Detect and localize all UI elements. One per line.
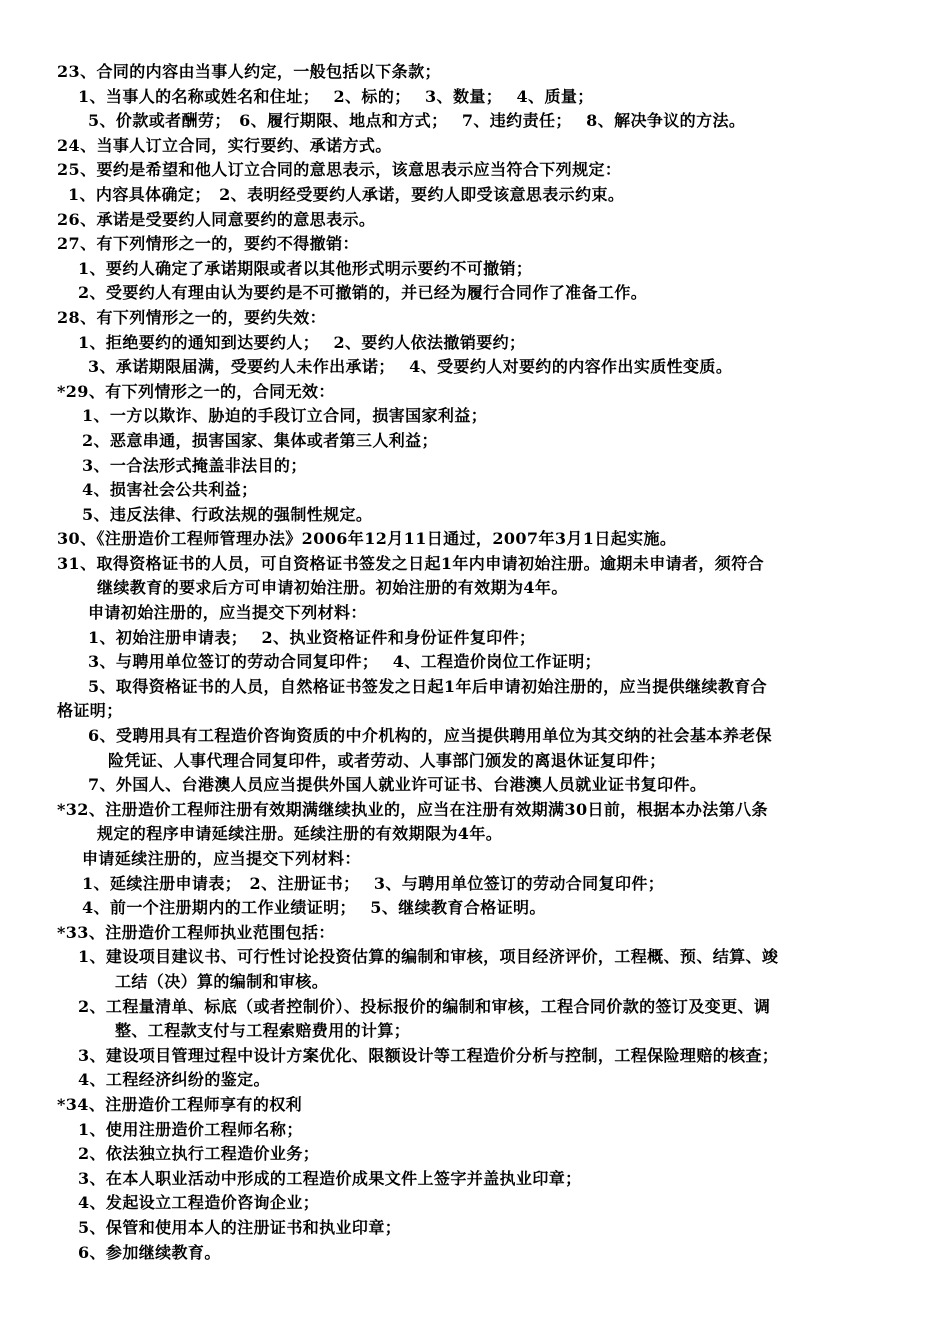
clause-33-heading: *33、注册造价工程师执业范围包括： (57, 922, 335, 942)
clause-31-item-7: 7、外国人、台港澳人员应当提供外国人就业许可证书、台港澳人员就业证书复印件。 (88, 775, 707, 795)
clause-33-item-3: 3、建设项目管理过程中设计方案优化、限额设计等工程造价分析与控制，工程保险理赔的核查； (78, 1045, 779, 1065)
clause-31-item-5-continuation: 格证明； (57, 701, 123, 721)
clause-27-item-1: 1、要约人确定了承诺期限或者以其他形式明示要约不可撤销； (78, 258, 533, 278)
clause-23-items-1-4: 1、当事人的名称或姓名和住址； 2、标的； 3、数量； 4、质量； (78, 86, 594, 106)
clause-32-materials-intro: 申请延续注册的，应当提交下列材料： (82, 849, 361, 868)
clause-29-item-1: 1、一方以欺诈、胁迫的手段订立合同，损害国家利益； (82, 406, 488, 426)
clause-31-item-6: 6、受聘用具有工程造价咨询资质的中介机构的，应当提供聘用单位为其交纳的社会基本养老保 (88, 726, 772, 746)
clause-32-continuation: 规定的程序申请延续注册。延续注册的有效期限为4年。 (97, 824, 503, 844)
clause-27-item-2: 2、受要约人有理由认为要约是不可撤销的，并已经为履行合同作了准备工作。 (78, 283, 648, 303)
clause-34-item-2: 2、依法独立执行工程造价业务； (78, 1144, 320, 1164)
clause-31-item-6-continuation: 险凭证、人事代理合同复印件，或者劳动、人事部门颁发的离退休证复印件； (108, 750, 666, 770)
clause-33-item-1: 1、建设项目建议书、可行性讨论投资估算的编制和审核，项目经济评价，工程概、预、结算、竣 (78, 947, 779, 967)
clause-23-heading: 23、合同的内容由当事人约定，一般包括以下条款； (57, 62, 441, 81)
clause-31-heading: 31、取得资格证书的人员，可自资格证书签发之日起1年内申请初始注册。逾期未申请者，须符合 (57, 553, 764, 573)
clause-26-heading: 26、承诺是受要约人同意要约的意思表示。 (57, 209, 376, 229)
clause-25-heading: 25、要约是希望和他人订立合同的意思表示，该意思表示应当符合下列规定： (57, 160, 622, 180)
clause-34-item-3: 3、在本人职业活动中形成的工程造价成果文件上签字并盖执业印章； (78, 1168, 582, 1188)
clause-32-items-4-5: 4、前一个注册期内的工作业绩证明； 5、继续教育合格证明。 (82, 898, 546, 918)
clause-28-items-3-4: 3、承诺期限届满，受要约人未作出承诺； 4、受要约人对要约的内容作出实质性变质。 (88, 357, 733, 377)
clause-24-heading: 24、当事人订立合同，实行要约、承诺方式。 (57, 135, 392, 155)
clause-29-item-4: 4、损害社会公共利益； (82, 480, 258, 500)
clause-31-item-5: 5、取得资格证书的人员，自然格证书签发之日起1年后申请初始注册的，应当提供继续教育合 (88, 676, 768, 696)
clause-31-materials-intro: 申请初始注册的，应当提交下列材料： (88, 603, 367, 623)
clause-29-heading: *29、有下列情形之一的，合同无效： (57, 381, 335, 401)
clause-31-items-3-4: 3、与聘用单位签订的劳动合同复印件； 4、工程造价岗位工作证明； (88, 652, 602, 672)
clause-28-items-1-2: 1、拒绝要约的通知到达要约人； 2、要约人依法撤销要约； (78, 332, 526, 352)
clause-28-heading: 28、有下列情形之一的，要约失效： (57, 307, 327, 327)
clause-23-items-5-8: 5、价款或者酬劳； 6、履行期限、地点和方式； 7、违约责任； 8、解决争议的方法。 (88, 111, 746, 131)
clause-33-item-2-continuation: 整、工程款支付与工程索赔费用的计算； (115, 1021, 411, 1041)
clause-33-item-2: 2、工程量清单、标底（或者控制价）、投标报价的编制和审核，工程合同价款的签订及变更、调 (78, 996, 771, 1016)
clause-29-item-3: 3、一合法形式掩盖非法目的； (82, 455, 307, 475)
clause-29-item-2: 2、恶意串通，损害国家、集体或者第三人利益； (82, 430, 438, 450)
clause-33-item-4: 4、工程经济纠纷的鉴定。 (78, 1070, 270, 1090)
clause-32-heading: *32、注册造价工程师注册有效期满继续执业的，应当在注册有效期满30日前，根据本办法第八条 (57, 799, 768, 819)
clause-33-item-1-continuation: 工结（决）算的编制和审核。 (115, 971, 329, 991)
clause-31-items-1-2: 1、初始注册申请表； 2、执业资格证件和身份证件复印件； (88, 627, 536, 647)
clause-31-continuation: 继续教育的要求后方可申请初始注册。初始注册的有效期为4年。 (97, 578, 568, 598)
clause-27-heading: 27、有下列情形之一的，要约不得撤销： (57, 234, 359, 254)
clause-32-items-1-3: 1、延续注册申请表； 2、注册证书； 3、与聘用单位签订的劳动合同复印件； (82, 873, 665, 893)
clause-34-item-6: 6、参加继续教育。 (78, 1242, 221, 1262)
clause-34-item-5: 5、保管和使用本人的注册证书和执业印章； (78, 1217, 402, 1237)
clause-34-item-1: 1、使用注册造价工程师名称； (78, 1119, 303, 1139)
clause-30-heading: 30、《注册造价工程师管理办法》2006年12月11日通过，2007年3月1日起实施。 (57, 529, 677, 549)
clause-34-heading: *34、注册造价工程师享有的权利 (57, 1094, 303, 1114)
clause-25-items: 1、内容具体确定； 2、表明经受要约人承诺，要约人即受该意思表示约束。 (68, 184, 625, 204)
clause-34-item-4: 4、发起设立工程造价咨询企业； (78, 1193, 320, 1213)
clause-29-item-5: 5、违反法律、行政法规的强制性规定。 (82, 504, 373, 524)
